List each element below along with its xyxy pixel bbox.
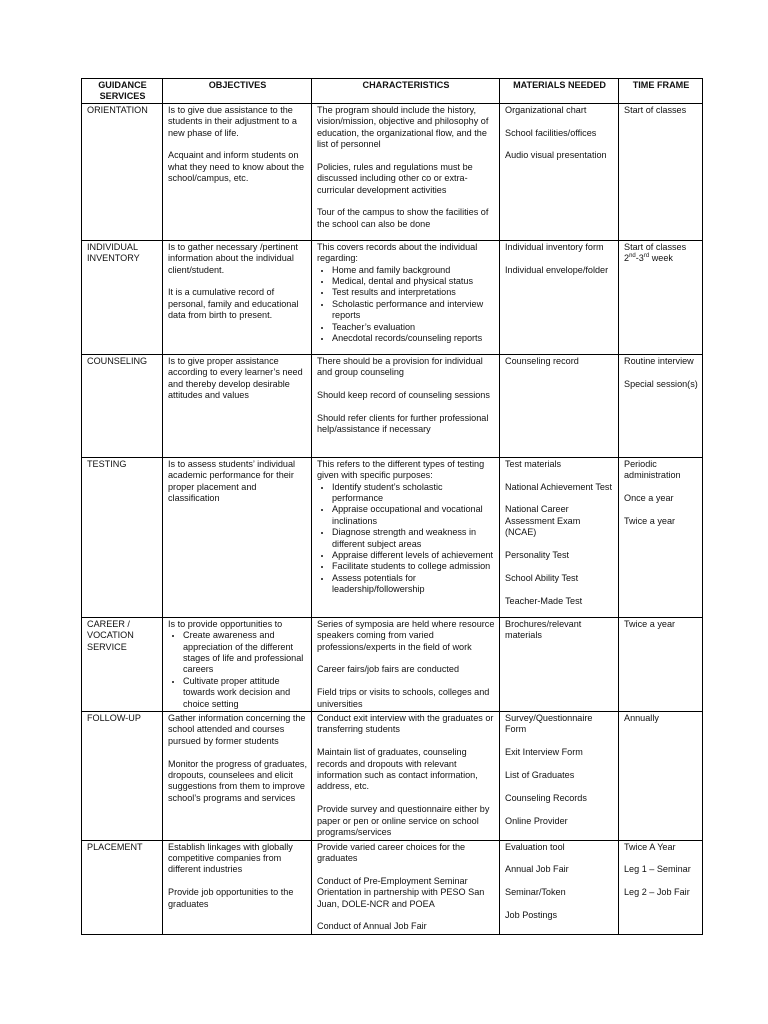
time-frame-cell (619, 457, 703, 617)
materials-paragraph: Audio visual presentation (505, 150, 607, 161)
materials-paragraph: Teacher-Made Test (505, 595, 583, 606)
characteristics-bullet-item: • Test results and interpretations (332, 287, 495, 298)
objectives-paragraph: Acquaint and inform students on what they need to know about the school/campus, etc. (168, 150, 304, 184)
time-frame-cell (619, 617, 703, 711)
materials-paragraph: School Ability Test (505, 572, 579, 583)
materials-cell (500, 103, 619, 240)
materials-paragraph: Counseling Records (505, 792, 587, 803)
header-guidance-services: GUIDANCE SERVICES (82, 79, 163, 104)
time-frame-cell (619, 712, 703, 840)
guidance-services-table (81, 78, 703, 935)
characteristics-cell (312, 240, 500, 354)
objectives-cell (163, 840, 312, 934)
materials-paragraph: National Achievement Test (505, 481, 612, 492)
header-row (82, 79, 703, 104)
table-row (82, 457, 703, 617)
characteristics-paragraph: Conduct of Pre-Employment Seminar Orientation in partnership with PESO San Juan, DOLE-NCR and POEA (317, 875, 485, 909)
materials-cell (500, 712, 619, 840)
materials-paragraph: Evaluation tool (505, 841, 565, 852)
characteristics-cell (312, 712, 500, 840)
time-frame-cell (619, 240, 703, 354)
materials-paragraph: Survey/Questionnaire Form (505, 713, 593, 735)
materials-paragraph: Individual inventory form (505, 241, 604, 252)
time-paragraph: Leg 2 – Job Fair (624, 887, 690, 898)
objectives-paragraph: Establish linkages with globally competitive companies from different industries (168, 841, 293, 875)
materials-paragraph: Online Provider (505, 815, 568, 826)
materials-paragraph: National Career Assessment Exam (NCAE) (505, 504, 581, 538)
table-row (82, 617, 703, 711)
characteristics-bullet-item: • Appraise occupational and vocational inclinations (332, 504, 495, 527)
characteristics-bullet-item: • Teacher’s evaluation (332, 322, 495, 333)
characteristics-paragraph: This refers to the different types of testing given with specific purposes: (317, 458, 485, 481)
characteristics-paragraph: Conduct of Annual Job Fair (317, 921, 427, 932)
materials-paragraph: Test materials (505, 458, 562, 469)
service-name-cell: CAREER / VOCATION SERVICE (82, 617, 163, 711)
characteristics-bullet-item: • Home and family background (332, 265, 495, 276)
characteristics-paragraph: Tour of the campus to show the facilities of the school can also be done (317, 207, 489, 229)
characteristics-paragraph: This covers records about the individual regarding: (317, 241, 478, 264)
characteristics-bullet-item: • Anecdotal records/counseling reports (332, 333, 495, 344)
header-time-frame: TIME FRAME (619, 79, 703, 104)
table-row (82, 712, 703, 840)
objectives-paragraph: Monitor the progress of graduates, dropouts, counselees and elicit suggestions from them to improve school’s programs and services (168, 758, 308, 803)
objectives-cell (163, 354, 312, 457)
characteristics-bullet-item: • Identify student’s scholastic performance (332, 482, 495, 505)
service-name-cell: COUNSELING (82, 354, 163, 457)
table-row (82, 240, 703, 354)
time-paragraph: Start of classes (624, 241, 687, 252)
characteristics-cell (312, 103, 500, 240)
materials-paragraph: Counseling record (505, 355, 579, 366)
objectives-cell (163, 103, 312, 240)
time-paragraph: Twice a year (624, 618, 676, 629)
characteristics-paragraph: Should keep record of counseling sessions (317, 390, 490, 401)
materials-paragraph: Organizational chart (505, 104, 587, 115)
characteristics-paragraph: Career fairs/job fairs are conducted (317, 664, 460, 675)
time-paragraph: Periodic administration (624, 458, 681, 481)
characteristics-bullet-item: • Appraise different levels of achievement (332, 550, 495, 561)
materials-cell (500, 840, 619, 934)
characteristics-paragraph: There should be a provision for individual and group counseling (317, 355, 483, 378)
characteristics-paragraph: Provide varied career choices for the graduates (317, 841, 466, 863)
header-materials-needed: MATERIALS NEEDED (500, 79, 619, 104)
objectives-cell (163, 617, 312, 711)
characteristics-bullet-item: • Diagnose strength and weakness in different subject areas (332, 527, 495, 550)
ordinal-suffix: nd (629, 253, 636, 260)
service-name-cell: TESTING (82, 457, 163, 617)
objectives-paragraph: Is to give due assistance to the students in their adjustment to a new phase of life. (168, 104, 297, 138)
time-paragraph: Twice a year (624, 515, 676, 526)
time-paragraph: Twice A Year (624, 841, 676, 852)
characteristics-cell (312, 457, 500, 617)
service-name-cell: PLACEMENT (82, 840, 163, 934)
materials-cell (500, 457, 619, 617)
time-frame-cell (619, 103, 703, 240)
time-paragraph: Routine interview (624, 355, 694, 366)
objectives-bullet-list (168, 630, 307, 710)
objectives-paragraph: Is to give proper assistance according to every learner’s need and thereby develop desirable attitudes and values (168, 355, 303, 401)
objectives-paragraph: Gather information concerning the school attended and courses pursued by former students (168, 713, 306, 746)
time-paragraph: Once a year (624, 493, 674, 504)
table-row (82, 840, 703, 934)
materials-cell (500, 617, 619, 711)
characteristics-cell (312, 840, 500, 934)
table-row (82, 103, 703, 240)
materials-paragraph: Annual Job Fair (505, 864, 569, 875)
characteristics-paragraph: Field trips or visits to schools, colleges and universities (317, 687, 490, 709)
objectives-paragraph: Provide job opportunities to the graduates (168, 887, 294, 909)
ordinal-suffix: rd (643, 253, 650, 260)
time-paragraph: Special session(s) (624, 378, 698, 389)
header-objectives: OBJECTIVES (163, 79, 312, 104)
characteristics-cell (312, 617, 500, 711)
characteristics-bullet-item: • Facilitate students to college admission (332, 561, 495, 572)
characteristics-bullet-list (317, 482, 495, 596)
materials-paragraph: Job Postings (505, 909, 558, 920)
materials-cell (500, 240, 619, 354)
materials-paragraph: Brochures/relevant materials (505, 618, 582, 641)
characteristics-bullet-list (317, 265, 495, 345)
characteristics-paragraph: Conduct exit interview with the graduates or transferring students (317, 713, 494, 735)
materials-paragraph: Personality Test (505, 550, 570, 561)
characteristics-paragraph: Should refer clients for further professional help/assistance if necessary (317, 412, 489, 435)
objectives-bullet-item: • Cultivate proper attitude towards work decision and choice setting (183, 676, 307, 710)
service-name-cell: INDIVIDUAL INVENTORY (82, 240, 163, 354)
time-paragraph: Annually (624, 713, 659, 724)
time-week-range: 2nd-3rd week (624, 253, 673, 264)
materials-paragraph: School facilities/offices (505, 127, 597, 138)
objectives-cell (163, 457, 312, 617)
objectives-bullet-item: • Create awareness and appreciation of the different stages of life and professional careers (183, 630, 307, 676)
characteristics-bullet-item: • Scholastic performance and interview reports (332, 299, 495, 322)
characteristics-paragraph: The program should include the history, vision/mission, objective and philosophy of education, the organizational flow, and the list of personnel (317, 104, 489, 150)
materials-cell (500, 354, 619, 457)
table-row (82, 354, 703, 457)
characteristics-paragraph: Series of symposia are held where resource speakers coming from varied professions/experts in the field of work (317, 618, 495, 652)
service-name-cell: ORIENTATION (82, 103, 163, 240)
characteristics-cell (312, 354, 500, 457)
materials-paragraph: List of Graduates (505, 770, 575, 781)
characteristics-paragraph: Policies, rules and regulations must be discussed including other co or extra-curricular development activities (317, 161, 473, 195)
objectives-cell (163, 240, 312, 354)
time-paragraph: Start of classes (624, 104, 687, 115)
characteristics-paragraph: Provide survey and questionnaire either by paper or pen or online service on school programs/services (317, 804, 490, 838)
characteristics-paragraph: Maintain list of graduates, counseling records and dropouts with relevant information such as contact information, address, etc. (317, 747, 478, 792)
time-paragraph: Leg 1 – Seminar (624, 864, 691, 875)
time-frame-cell (619, 354, 703, 457)
table-body (82, 103, 703, 934)
objectives-cell (163, 712, 312, 840)
characteristics-bullet-item: • Medical, dental and physical status (332, 276, 495, 287)
materials-paragraph: Individual envelope/folder (505, 264, 609, 275)
header-characteristics: CHARACTERISTICS (312, 79, 500, 104)
objectives-paragraph: It is a cumulative record of personal, family and educational data from birth to present. (168, 287, 299, 321)
materials-paragraph: Exit Interview Form (505, 747, 583, 758)
materials-paragraph: Seminar/Token (505, 887, 566, 898)
objectives-paragraph: Is to assess students’ individual academic performance for their proper placement and classification (168, 458, 296, 504)
objectives-paragraph: Is to gather necessary /pertinent information about the individual client/student. (168, 241, 298, 275)
objectives-paragraph: Is to provide opportunities to (168, 618, 283, 629)
service-name-cell: FOLLOW-UP (82, 712, 163, 840)
time-frame-cell (619, 840, 703, 934)
characteristics-bullet-item: • Assess potentials for leadership/followership (332, 573, 495, 596)
